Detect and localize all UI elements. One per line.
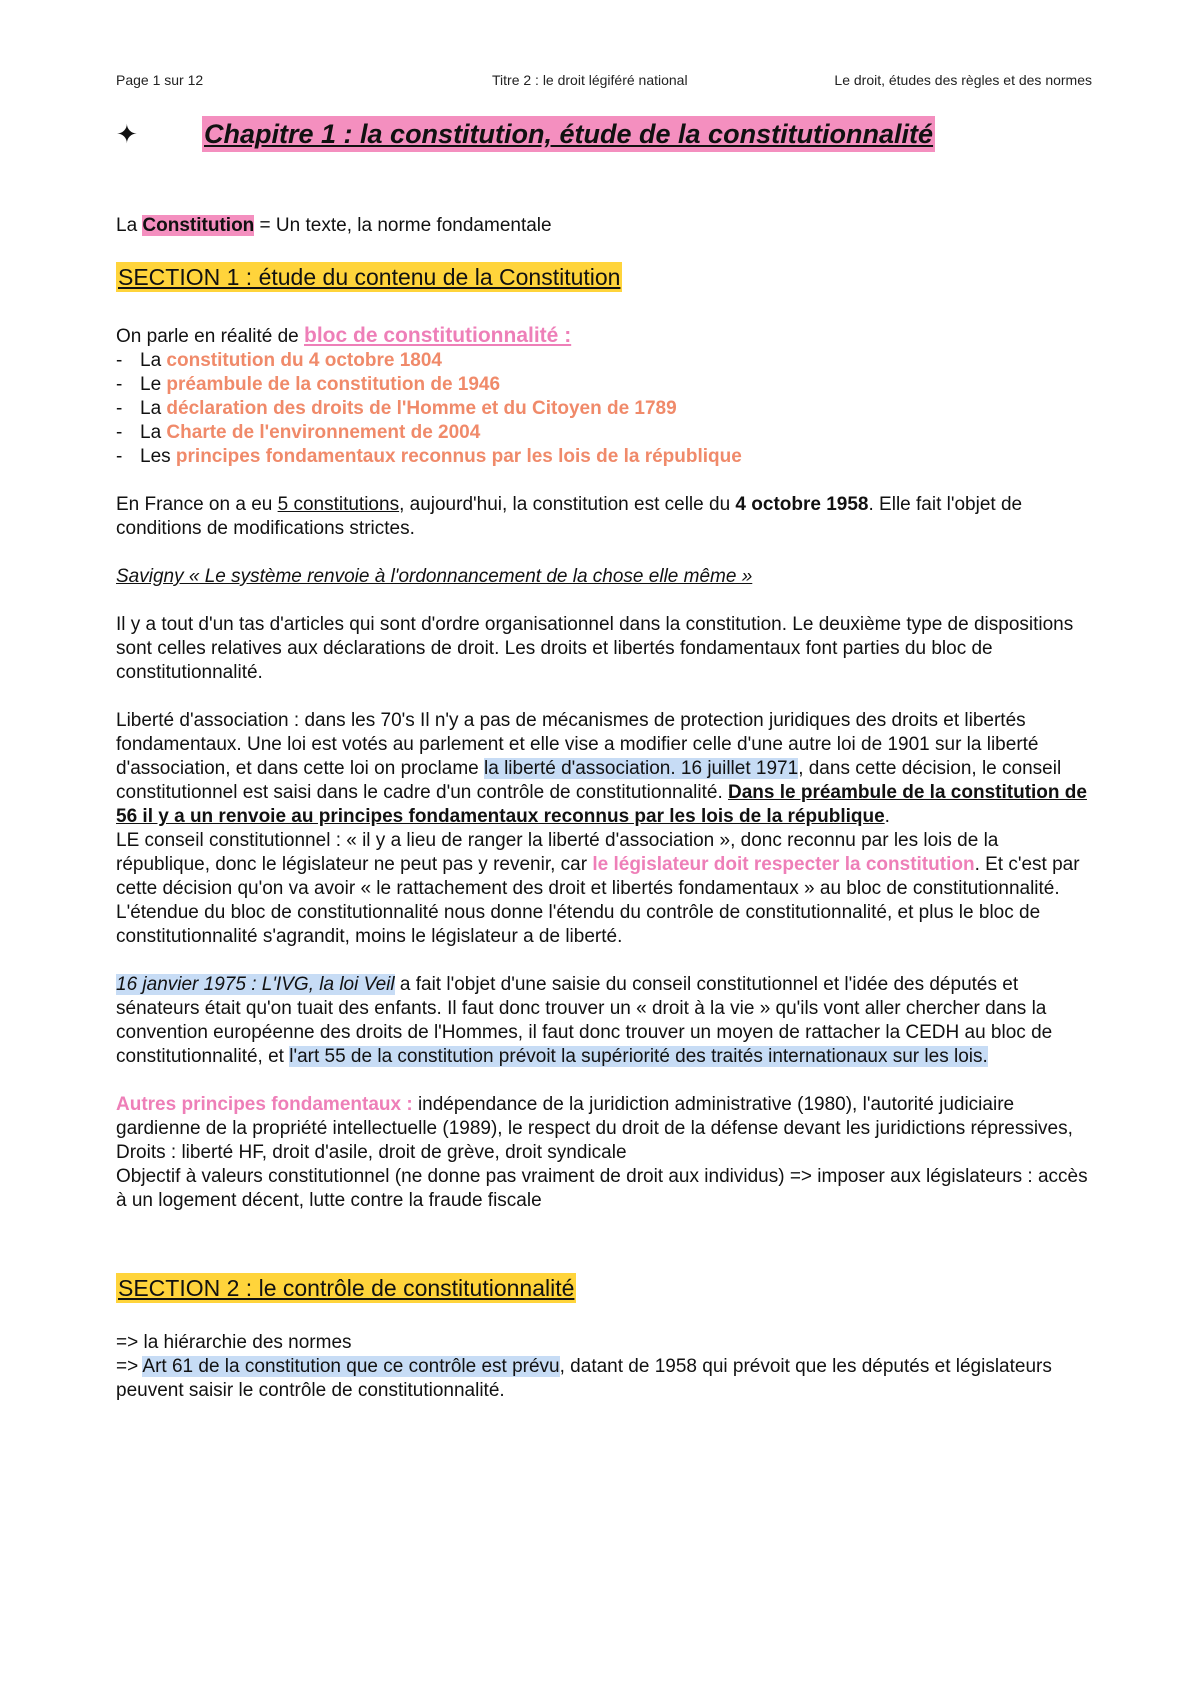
header-title: Titre 2 : le droit légiféré national bbox=[492, 72, 688, 88]
intro-prefix: La bbox=[116, 215, 143, 236]
item-term: déclaration des droits de l'Homme et du Citoyen de 1789 bbox=[166, 398, 677, 419]
header-subject: Le droit, études des règles et des normes bbox=[834, 72, 1092, 88]
list-item bbox=[116, 397, 1096, 421]
item-term: principes fondamentaux reconnus par les lois de la république bbox=[175, 446, 742, 467]
liberte-text-2: , dans cette décision, le conseil constitutionnel est saisi dans le cadre d'un contrôle de constitutionnalité. bbox=[116, 758, 1062, 803]
droits-line: Droits : liberté HF, droit d'asile, droit de grève, droit syndicale bbox=[116, 1142, 627, 1163]
intro-suffix: = Un texte, la norme fondamentale bbox=[254, 215, 552, 236]
art61-highlight: Art 61 de la constitution que ce contrôle est prévu bbox=[142, 1356, 560, 1377]
liberte-text-3: . bbox=[884, 806, 890, 827]
ivg-highlight: 16 janvier 1975 : L'IVG, la loi Veil bbox=[116, 974, 395, 995]
section-2-heading: SECTION 2 : le contrôle de constitutionnalité bbox=[118, 1275, 575, 1301]
intro-paragraph bbox=[116, 214, 1096, 238]
france-text-3: . Elle fait l'objet de conditions de modifications strictes. bbox=[116, 494, 1023, 539]
ivg-text: a fait l'objet d'une saisie du conseil constitutionnel et l'idée des députés et sénateurs était qu'on tuait des enfants. Il faut donc trouver un « droit à la vie » qu'ils vont aller chercher dans la convention européenne des droits de l'Hommes, il faut donc trouver un moyen de rattacher la CEDH au bloc de constitutionnalité, et bbox=[116, 974, 1053, 1067]
etendue-paragraph: L'étendue du bloc de constitutionnalité nous donne l'étendu du contrôle de constitutionnalité, et plus le bloc de constitutionnalité s'agrandit, moins le législateur a de liberté. bbox=[116, 902, 1041, 947]
constitution-term: Constitution bbox=[142, 215, 255, 236]
item-prefix: La bbox=[140, 422, 167, 443]
list-item bbox=[116, 349, 1096, 373]
item-prefix: Les bbox=[140, 446, 176, 467]
autres-paragraph bbox=[116, 1093, 1096, 1141]
bloc-list bbox=[116, 349, 1096, 469]
savigny-quote: Savigny « Le système renvoie à l'ordonnancement de la chose elle même » bbox=[116, 566, 753, 587]
item-term: préambule de la constitution de 1946 bbox=[166, 374, 501, 395]
conseil-text-1: LE conseil constitutionnel : « il y a lieu de ranger la liberté d'association », donc reconnu par les lois de la république, donc le législateur ne peut pas y revenir, car bbox=[116, 830, 999, 875]
item-term: constitution du 4 octobre 1804 bbox=[166, 350, 442, 371]
arrow-prefix: => bbox=[116, 1356, 143, 1377]
list-item bbox=[116, 421, 1096, 445]
bloc-intro-text: On parle en réalité de bbox=[116, 326, 305, 347]
liberte-text-1: Liberté d'association : dans les 70's Il n'y a pas de mécanismes de protection juridiques des droits et libertés fondamentaux. Une loi est votés au parlement et elle vise a modifier celle d'une autre loi de 1901 sur la liberté d'association, et dans cette loi on proclame bbox=[116, 710, 1039, 779]
bloc-term: bloc de constitutionnalité : bbox=[304, 324, 572, 347]
bloc-intro bbox=[116, 324, 1096, 349]
france-paragraph bbox=[116, 493, 1096, 541]
chapter-title: Chapitre 1 : la constitution, étude de la constitutionnalité bbox=[202, 116, 935, 152]
page-header bbox=[116, 72, 1092, 92]
section-1-heading: SECTION 1 : étude du contenu de la Constitution bbox=[118, 264, 621, 290]
liberte-highlight: la liberté d'association. 16 juillet 1971 bbox=[484, 758, 799, 779]
star-icon: ✦ bbox=[116, 119, 138, 149]
item-term: Charte de l'environnement de 2004 bbox=[166, 422, 481, 443]
preambule-note: Dans le préambule de la constitution de 56 il y a un renvoie au principes fondamentaux reconnus par les lois de la république bbox=[116, 782, 1087, 827]
conseil-text-2: . Et c'est par cette décision qu'on va avoir « le rattachement des droit et libertés fondamentaux » au bloc de constitutionnalité. bbox=[116, 854, 1080, 899]
objectif-paragraph: Objectif à valeurs constitutionnel (ne donne pas vraiment de droit aux individus) => imposer aux législateurs : accès à un logement décent, lutte contre la fraude fiscale bbox=[116, 1166, 1088, 1211]
ivg-paragraph bbox=[116, 973, 1096, 1069]
france-text-2: , aujourd'hui, la constitution est celle du bbox=[399, 494, 736, 515]
liberte-paragraph bbox=[116, 709, 1096, 829]
date-1958: 4 octobre 1958 bbox=[735, 494, 869, 515]
five-constitutions: 5 constitutions bbox=[277, 494, 400, 515]
page-number: Page 1 sur 12 bbox=[116, 72, 204, 88]
item-prefix: La bbox=[140, 398, 167, 419]
art61-text: , datant de 1958 qui prévoit que les députés et législateurs peuvent saisir le contrôle de constitutionnalité. bbox=[116, 1356, 1052, 1401]
autres-text: indépendance de la juridiction administrative (1980), l'autorité judiciaire gardienne de la propriété intellectuelle (1989), le respect du droit de la défense devant les juridictions répressives, bbox=[116, 1094, 1073, 1139]
chapter-title-row bbox=[116, 116, 1092, 156]
autres-label: Autres principes fondamentaux : bbox=[116, 1094, 418, 1115]
conseil-paragraph bbox=[116, 829, 1096, 901]
hierarchie-line: => la hiérarchie des normes bbox=[116, 1332, 352, 1353]
item-prefix: Le bbox=[140, 374, 167, 395]
art55-highlight: l'art 55 de la constitution prévoit la supériorité des traités internationaux sur les lois. bbox=[289, 1046, 988, 1067]
articles-paragraph: Il y a tout d'un tas d'articles qui sont d'ordre organisationnel dans la constitution. Le deuxième type de dispositions sont celles relatives aux déclarations de droit. Les droits et libertés fondamentaux font parties du bloc de constitutionnalité. bbox=[116, 614, 1074, 683]
list-item bbox=[116, 445, 1096, 469]
france-text-1: En France on a eu bbox=[116, 494, 278, 515]
document-body bbox=[116, 214, 1096, 1403]
art61-paragraph bbox=[116, 1355, 1096, 1403]
item-prefix: La bbox=[140, 350, 167, 371]
legislateur-note: le législateur doit respecter la constitution bbox=[592, 854, 975, 875]
list-item bbox=[116, 373, 1096, 397]
